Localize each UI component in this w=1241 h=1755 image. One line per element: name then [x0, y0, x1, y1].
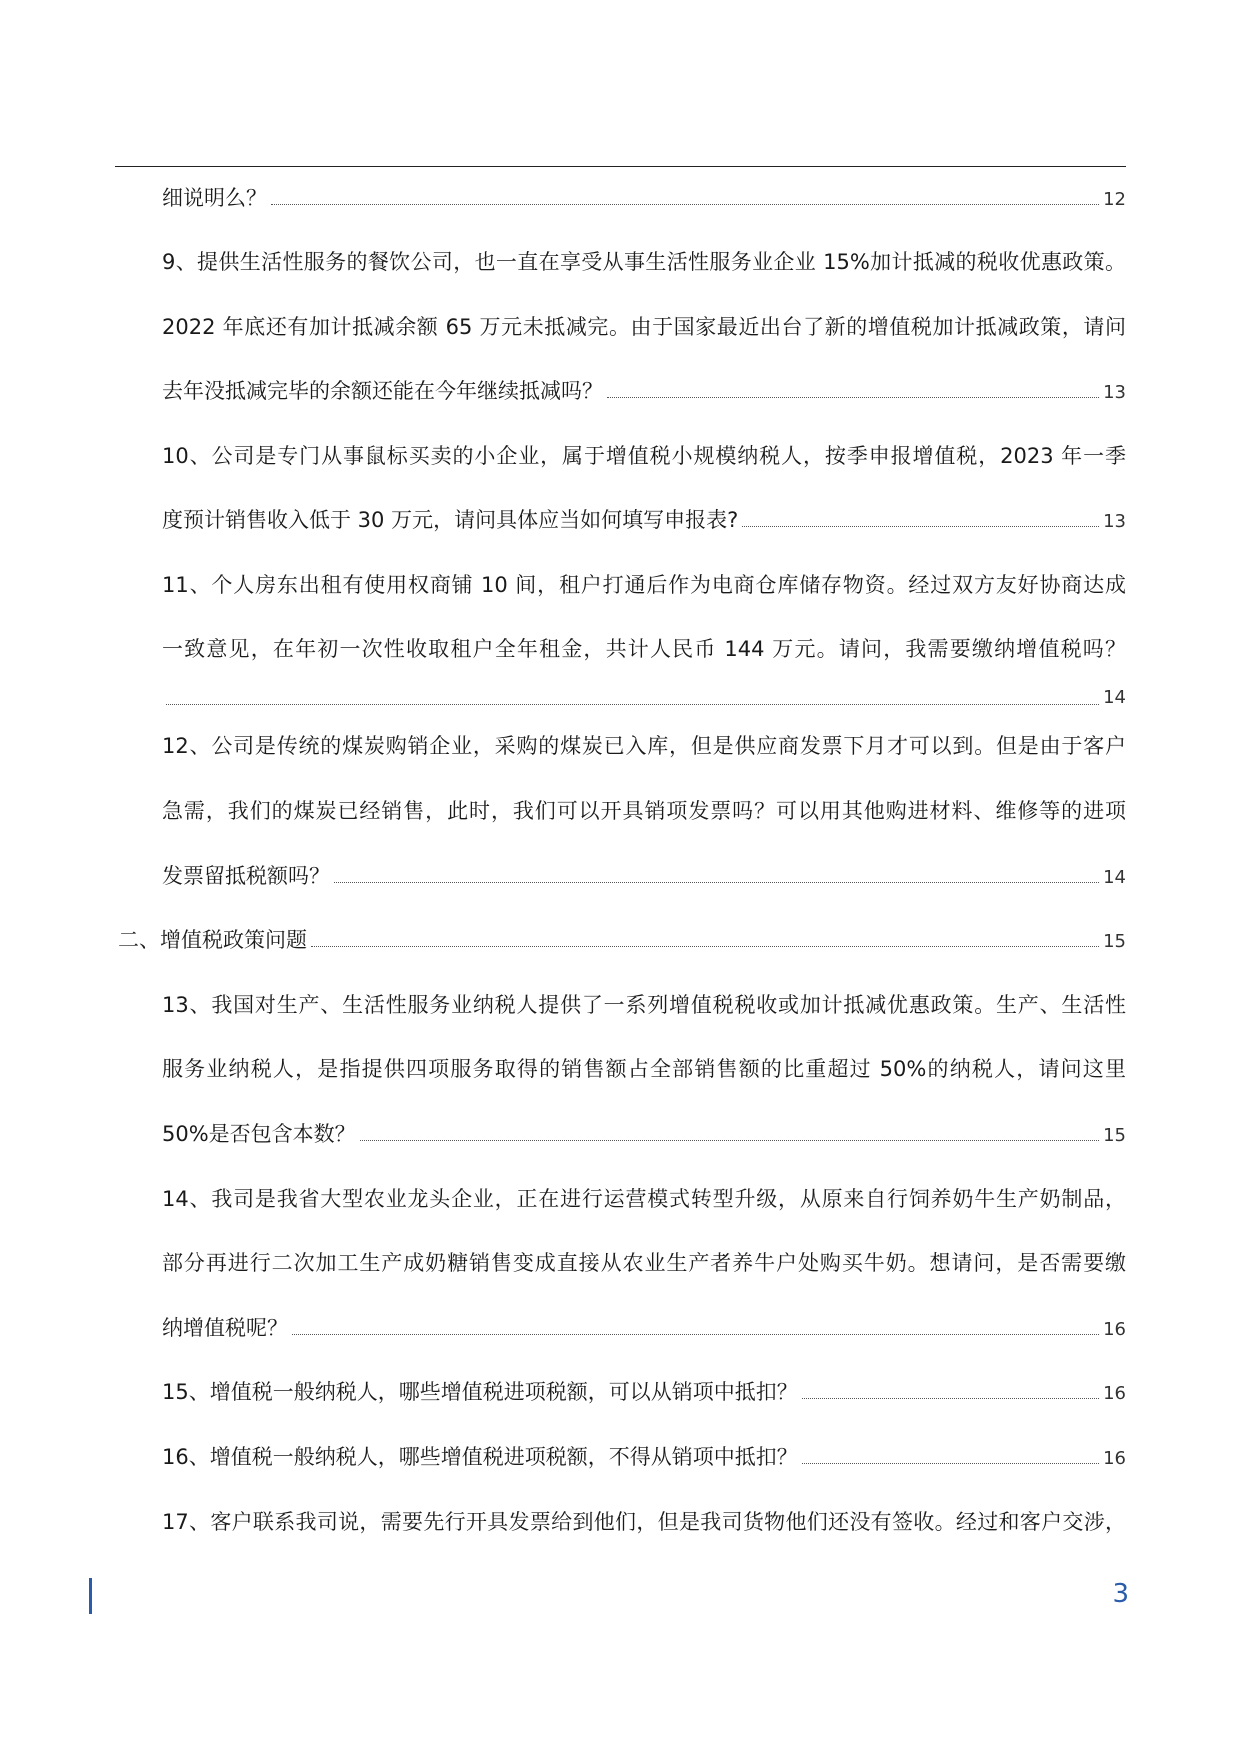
dot-leader [802, 1398, 1099, 1399]
toc-entry-text: 发票留抵税额吗？ [162, 864, 330, 888]
toc-entry-text: 去年没抵减完毕的余额还能在今年继续抵减吗？ [162, 379, 603, 403]
toc-entry-12-line-3[interactable] [162, 861, 1126, 891]
footer-accent-bar [89, 1578, 92, 1614]
toc-section-2[interactable] [118, 925, 1126, 955]
toc-page-number: 12 [1103, 189, 1126, 210]
toc-entry-text: 12、公司是传统的煤炭购销企业，采购的煤炭已入库，但是供应商发票下月才可以到。但是由于客户 [162, 734, 1126, 758]
toc-entry-17-line-1[interactable] [162, 1507, 1126, 1537]
dot-leader [311, 946, 1099, 947]
toc-entry-text: 部分再进行二次加工生产成奶糖销售变成直接从农业生产者养牛户处购买牛奶。想请问，是否需要缴 [162, 1251, 1126, 1275]
toc-page-number: 16 [1103, 1448, 1126, 1469]
toc-entry-text: 纳增值税呢？ [162, 1316, 288, 1340]
toc-entry-11-line-2[interactable] [162, 634, 1126, 664]
footer-page-number: 3 [1112, 1579, 1129, 1609]
dot-leader [360, 1140, 1099, 1141]
dot-leader [271, 204, 1099, 205]
toc-entry-text: 急需，我们的煤炭已经销售，此时，我们可以开具销项发票吗？可以用其他购进材料、维修等的进项 [162, 799, 1126, 823]
toc-entry-text: 14、我司是我省大型农业龙头企业，正在进行运营模式转型升级，从原来自行饲养奶牛生产奶制品， [162, 1187, 1126, 1211]
toc-entry-text: 11、个人房东出租有使用权商铺 10 间，租户打通后作为电商仓库储存物资。经过双方友好协商达成 [162, 573, 1126, 597]
toc-entry-9-line-1[interactable] [162, 247, 1126, 277]
toc-entry-14-line-3[interactable] [162, 1313, 1126, 1343]
toc-page-number: 14 [1103, 867, 1126, 888]
toc-entry-11-line-3[interactable] [162, 683, 1126, 713]
dot-leader [334, 882, 1099, 883]
toc-page-number: 13 [1103, 511, 1126, 532]
toc-entry-text: 9、提供生活性服务的餐饮公司，也一直在享受从事生活性服务业企业 15%加计抵减的税收优惠政策。 [162, 250, 1126, 274]
toc-entry-text: 16、增值税一般纳税人，哪些增值税进项税额，不得从销项中抵扣？ [162, 1445, 798, 1469]
toc-entry-text: 一致意见，在年初一次性收取租户全年租金，共计人民币 144 万元。请问，我需要缴纳增值税吗？ [162, 637, 1126, 661]
toc-page-number: 15 [1103, 1125, 1126, 1146]
toc-entry-15[interactable] [162, 1377, 1126, 1407]
toc-section-title: 二、增值税政策问题 [118, 928, 307, 952]
dot-leader [607, 397, 1099, 398]
dot-leader [292, 1334, 1099, 1335]
toc-entry-11-line-1[interactable] [162, 570, 1126, 600]
toc-entry-16[interactable] [162, 1442, 1126, 1472]
toc-page-number: 16 [1103, 1319, 1126, 1340]
toc-entry-text: 服务业纳税人，是指提供四项服务取得的销售额占全部销售额的比重超过 50%的纳税人，请问这里 [162, 1057, 1126, 1081]
toc-entry-text: 2022 年底还有加计抵减余额 65 万元未抵减完。由于国家最近出台了新的增值税加计抵减政策，请问 [162, 315, 1126, 339]
toc-entry-text: 15、增值税一般纳税人，哪些增值税进项税额，可以从销项中抵扣？ [162, 1380, 798, 1404]
toc-entry-9-line-2[interactable] [162, 312, 1126, 342]
toc-page-number: 14 [1103, 687, 1126, 708]
toc-entry-text: 17、客户联系我司说，需要先行开具发票给到他们，但是我司货物他们还没有签收。经过和客户交涉， [162, 1510, 1126, 1534]
toc-page-number: 13 [1103, 382, 1126, 403]
toc-entry-12-line-1[interactable] [162, 731, 1126, 761]
dot-leader [802, 1463, 1099, 1464]
toc-entry-10-line-2[interactable] [162, 505, 1126, 535]
toc-entry-text: 10、公司是专门从事鼠标买卖的小企业，属于增值税小规模纳税人，按季申报增值税，2023 年一季 [162, 444, 1126, 468]
toc-entry-14-line-2[interactable] [162, 1248, 1126, 1278]
toc-entry-10-line-1[interactable] [162, 441, 1126, 471]
toc-entry-9-line-3[interactable] [162, 376, 1126, 406]
dot-leader [742, 526, 1099, 527]
toc-entry-text: 度预计销售收入低于 30 万元，请问具体应当如何填写申报表? [162, 508, 739, 532]
toc-entry-continued[interactable] [162, 183, 1126, 213]
toc-entry-14-line-1[interactable] [162, 1184, 1126, 1214]
toc-entry-text: 13、我国对生产、生活性服务业纳税人提供了一系列增值税税收或加计抵减优惠政策。生产、生活性 [162, 993, 1126, 1017]
dot-leader [166, 704, 1099, 705]
toc-entry-13-line-2[interactable] [162, 1054, 1126, 1084]
toc-entry-12-line-2[interactable] [162, 796, 1126, 826]
toc-entry-13-line-3[interactable] [162, 1119, 1126, 1149]
toc-entry-13-line-1[interactable] [162, 990, 1126, 1020]
toc-entry-text: 细说明么？ [162, 186, 267, 210]
toc-page-number: 16 [1103, 1383, 1126, 1404]
toc-entry-text: 50%是否包含本数？ [162, 1122, 356, 1146]
toc-page-number: 15 [1103, 931, 1126, 952]
